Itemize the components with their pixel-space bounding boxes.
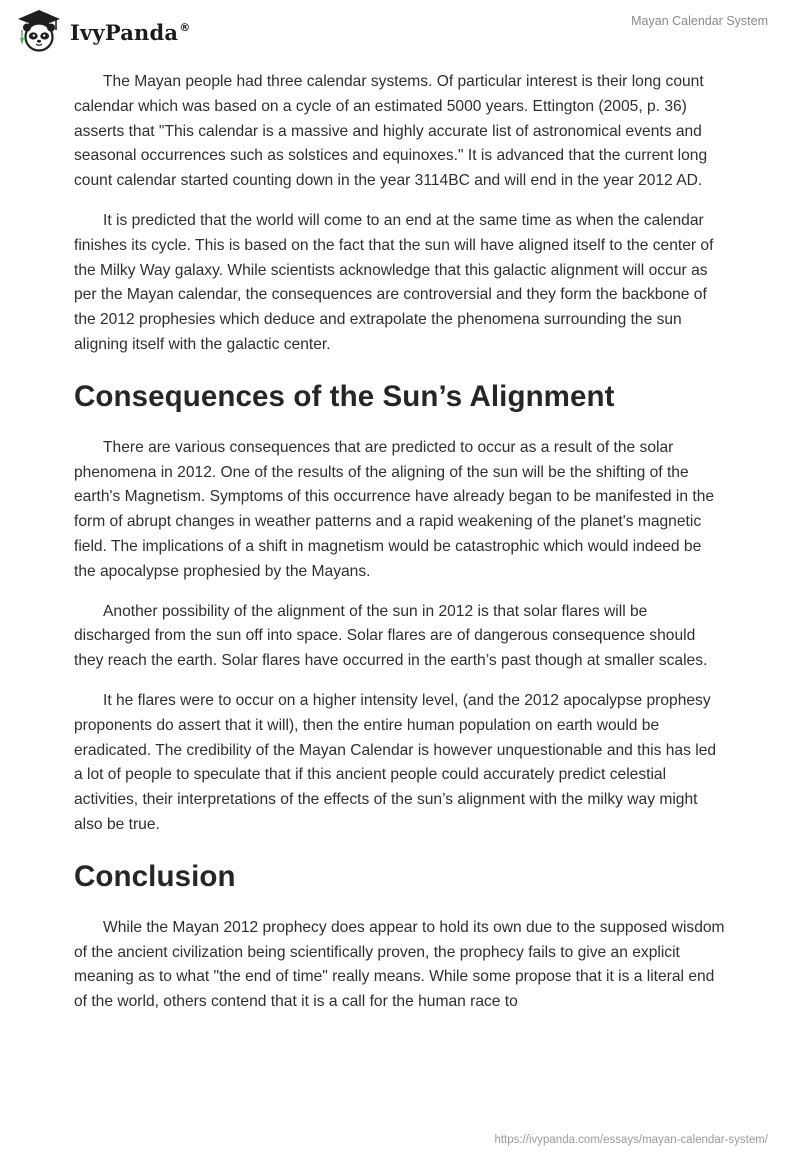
paragraph: The Mayan people had three calendar systems. Of particular interest is their long count calendar which was based on a cycle of an estimated 5000 years. Ettington (2005, p. 36) asserts that "This calendar is a massive and highly accurate list of astronomical events and seasonal occurrences such as solstices and equinoxes." It is advanced that the current long count calendar started counting down in the year 3114BC and will end in the year 2012 AD. [74, 73, 708, 190]
section-heading-consequences: Consequences of the Sun’s Alignment [74, 379, 615, 413]
source-url[interactable]: https://ivypanda.com/essays/mayan-calendar-system/ [494, 1134, 768, 1146]
registered-mark: ® [179, 20, 191, 34]
document-title: Mayan Calendar System [631, 14, 768, 28]
paragraph: It he flares were to occur on a higher intensity level, (and the 2012 apocalypse prophesy proponents do assert that it will), then the entire human population on earth would be eradicated. The credibility of the Mayan Calendar is however unquestionable and this has led a lot of people to speculate that if this ancient people could accurately predict celestial activities, their interpretations of the effects of the sun’s alignment with the milky way might also be true. [74, 691, 717, 833]
brand-logo[interactable] [16, 8, 190, 54]
section-heading-conclusion: Conclusion [74, 859, 236, 893]
essay-body [74, 70, 726, 1030]
paragraph: It is predicted that the world will come to an end at the same time as when the calendar finishes its cycle. This is based on the fact that the sun will have aligned itself to the center of the Milky Way galaxy. While scientists acknowledge that this galactic alignment will occur as per the Mayan calendar, the consequences are controversial and they form the backbone of the 2012 prophesies which deduce and extrapolate the phenomena surrounding the sun aligning itself with the galactic center. [74, 211, 714, 353]
brand-name: IvyPanda® [70, 19, 191, 45]
paragraph: There are various consequences that are predicted to occur as a result of the solar phenomena in 2012. One of the results of the aligning of the sun will be the shifting of the earth's Magnetism. Symptoms of this occurrence have already began to be manifested in the form of abrupt changes in weather patterns and a rapid weakening of the planet's magnetic field. The implications of a shift in magnetism would be catastrophic which would indeed be the apocalypse prophesied by the Mayans. [74, 438, 715, 580]
paragraph: While the Mayan 2012 prophecy does appear to hold its own due to the supposed wisdom of the ancient civilization being scientifically proven, the prophecy fails to give an explicit meaning as to what "the end of time" really means. While some propose that it is a literal end of the world, others contend that it is a call for the human race to [74, 918, 725, 1011]
paragraph: Another possibility of the alignment of the sun in 2012 is that solar flares will be discharged from the sun off into space. Solar flares are of dangerous consequence should they reach the earth. Solar flares have occurred in the earth’s past though at smaller scales. [74, 602, 708, 670]
page-header [0, 0, 800, 60]
panda-graduate-icon [16, 8, 62, 54]
